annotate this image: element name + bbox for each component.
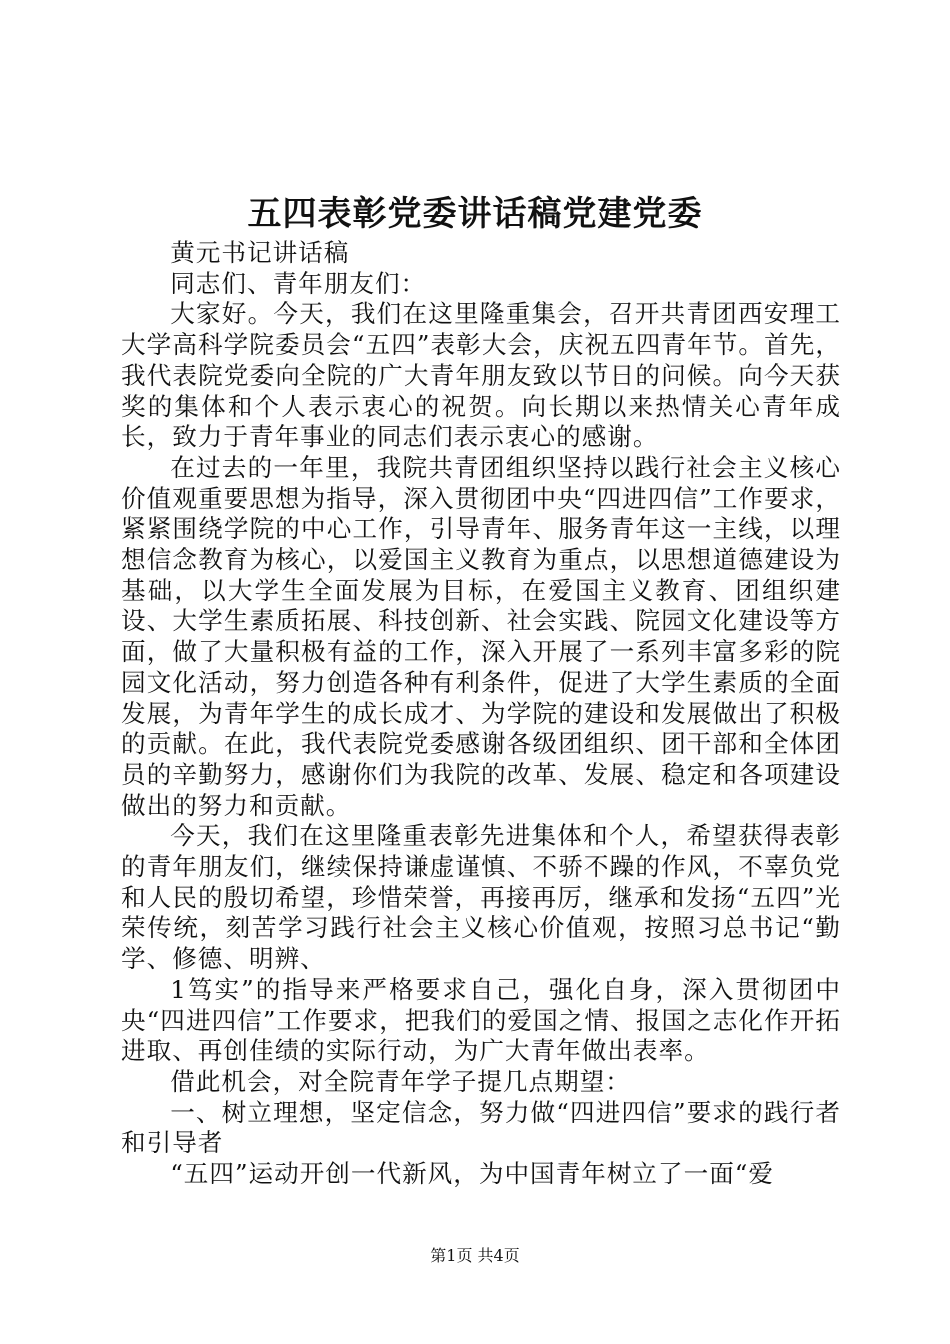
speaker-line: 黄元书记讲话稿	[170, 238, 350, 267]
body-paragraph: 大家好。今天，我们在这里隆重集会，召开共青团西安理工大学高科学院委员会“五四”表彰大会，庆祝五四青年节。首先，我代表院党委向全院的广大青年朋友致以节日的问候。向今天获奖的集体和个人表示衷心的祝贺。向长期以来热情关心青年成长，致力于青年事业的同志们表示衷心的感谢。	[121, 299, 841, 452]
body-paragraph: “五四”运动开创一代新风，为中国青年树立了一面“爱	[170, 1159, 774, 1189]
greeting-line: 同志们、青年朋友们：	[170, 268, 427, 298]
body-paragraph: 借此机会，对全院青年学子提几点期望：	[170, 1066, 631, 1096]
document-body	[121, 238, 841, 1190]
body-paragraph: 今天，我们在这里隆重表彰先进集体和个人，希望获得表彰的青年朋友们，继续保持谦虚谨慎、不骄不躁的作风，不辜负党和人民的殷切希望，珍惜荣誉，再接再厉，继承和发扬“五四”光荣传统，刻苦学习践行社会主义核心价值观，按照习总书记“勤学、修德、明辨、	[121, 821, 841, 974]
document-title: 五四表彰党委讲话稿党建党委	[247, 194, 703, 234]
section-heading: 一、树立理想，坚定信念，努力做“四进四信”要求的践行者和引导者	[121, 1097, 841, 1158]
page-footer: 第1页 共4页	[430, 1246, 520, 1265]
body-paragraph: 在过去的一年里，我院共青团组织坚持以践行社会主义核心价值观重要思想为指导，深入贯彻团中央“四进四信”工作要求，紧紧围绕学院的中心工作，引导青年、服务青年这一主线，以理想信念教育为核心，以爱国主义教育为重点，以思想道德建设为基础，以大学生全面发展为目标，在爱国主义教育、团组织建设、大学生素质拓展、科技创新、社会实践、院园文化建设等方面，做了大量积极有益的工作，深入开展了一系列丰富多彩的院园文化活动，努力创造各种有利条件，促进了大学生素质的全面发展，为青年学生的成长成才、为学院的建设和发展做出了积极的贡献。在此，我代表院党委感谢各级团组织、团干部和全体团员的辛勤努力，感谢你们为我院的改革、发展、稳定和各项建设做出的努力和贡献。	[121, 452, 841, 820]
body-paragraph: 1笃实”的指导来严格要求自己，强化自身，深入贯彻团中央“四进四信”工作要求，把我们的爱国之情、报国之志化作开拓进取、再创佳绩的实际行动，为广大青年做出表率。	[121, 974, 841, 1066]
